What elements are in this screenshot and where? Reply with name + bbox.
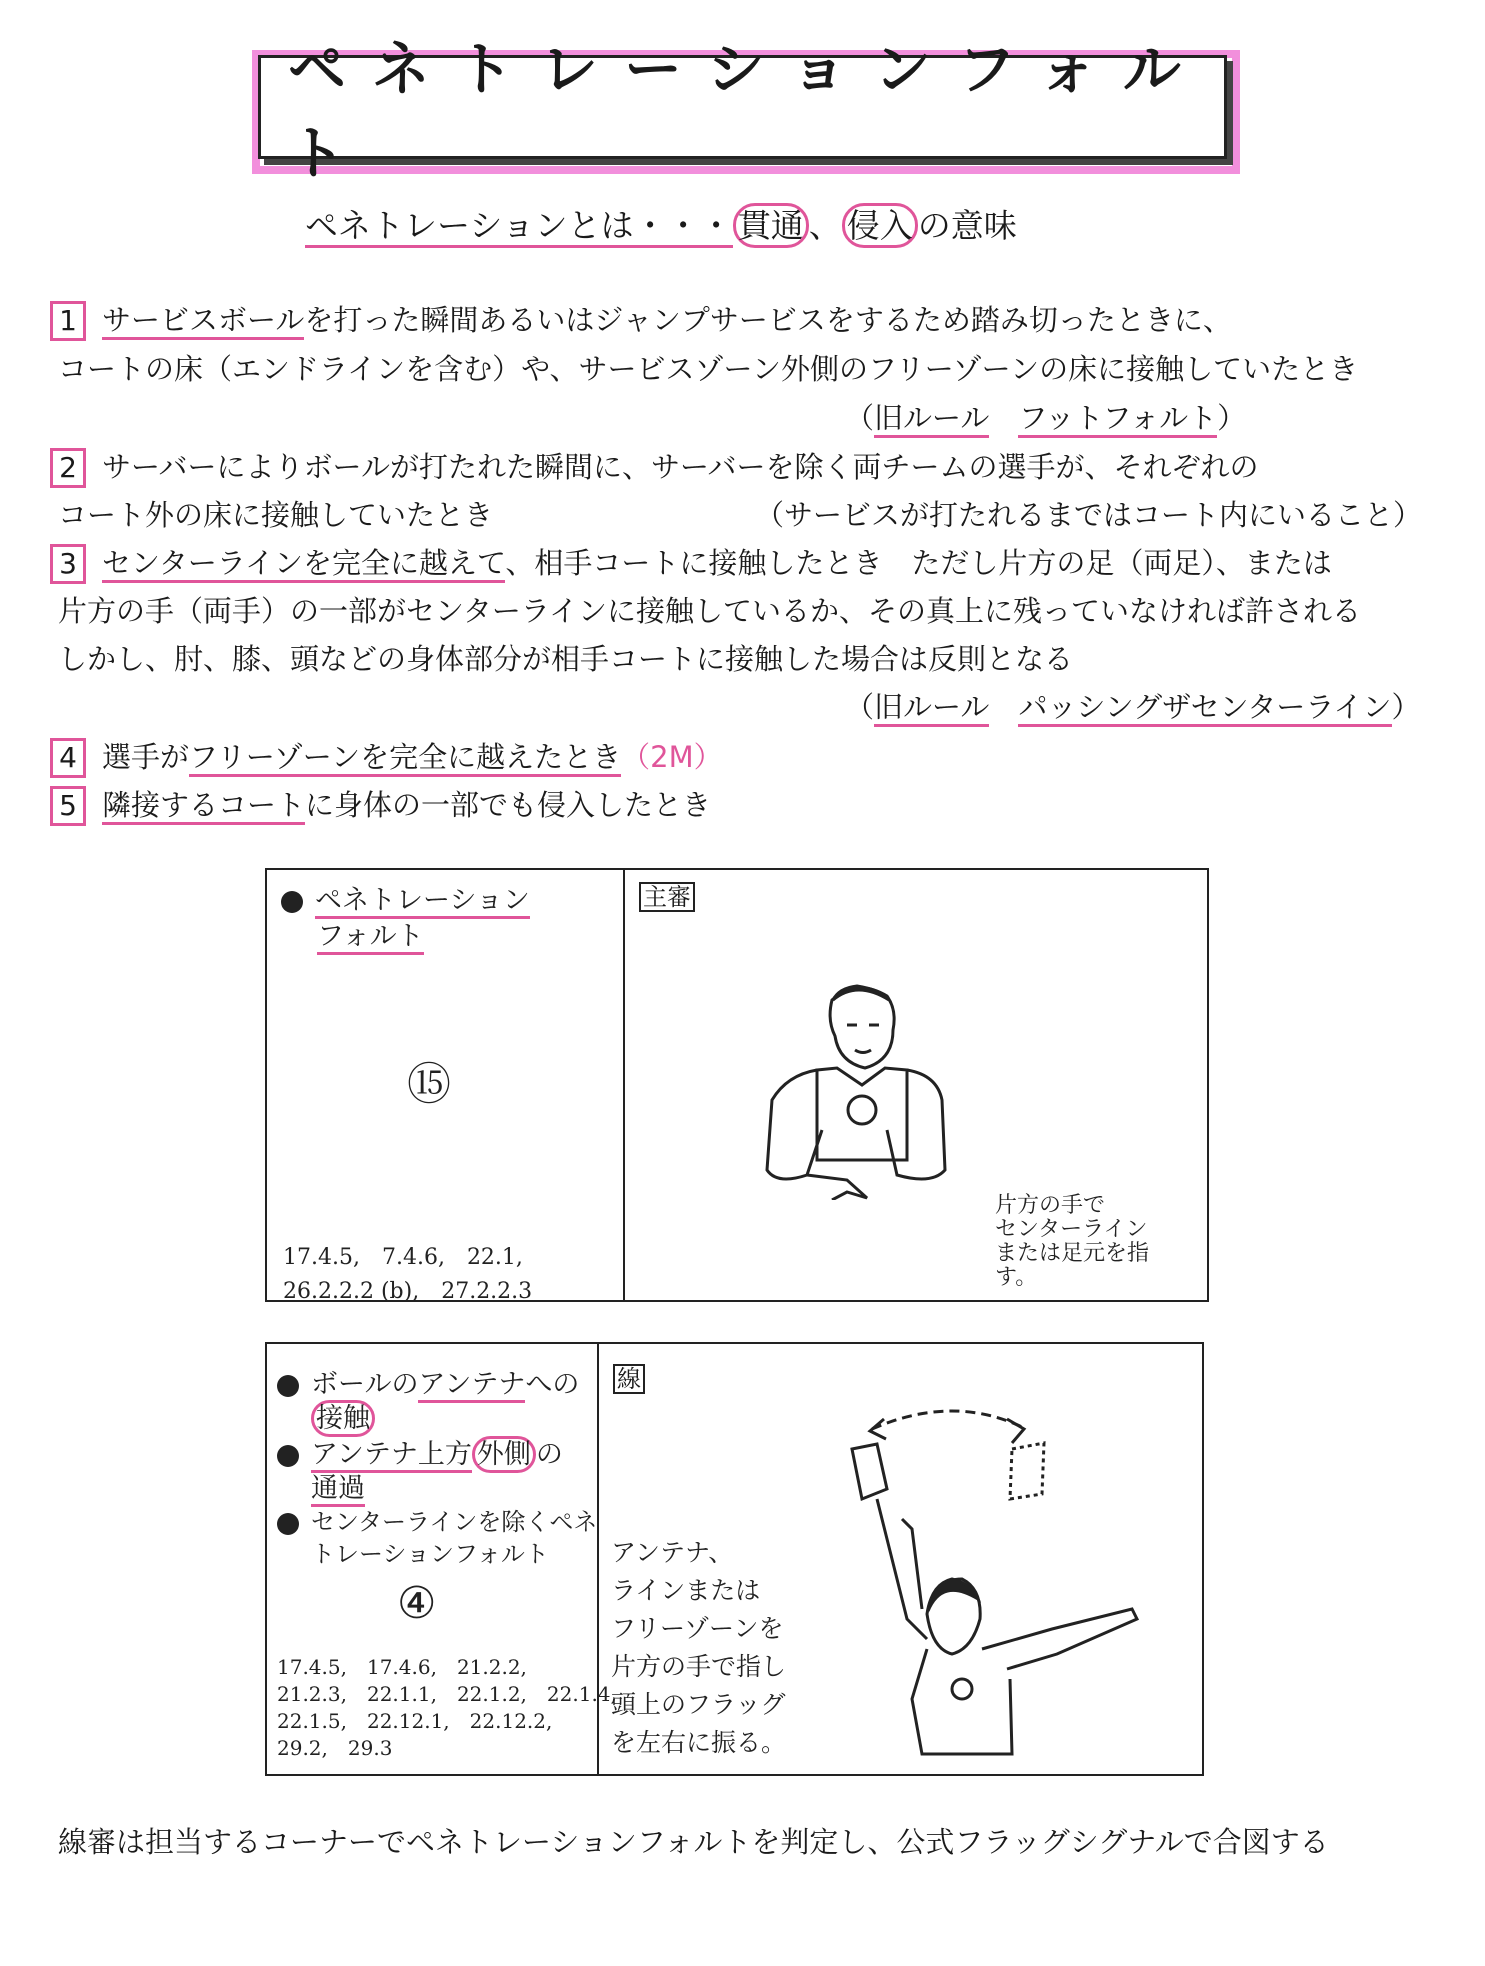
item-1-text: を打った瞬間あるいはジャンプサービスをするため踏み切ったときに、 [304,303,1232,337]
item-5-text: に身体の一部でも侵入したとき [305,788,712,822]
panel2-bullet-2-cont [311,1466,365,1505]
arrow-head-right [1007,1419,1024,1443]
signal-number: ⑮ [407,1059,451,1110]
item-4-number: 4 [50,738,86,778]
subtitle-sep: 、 [808,206,842,245]
item-4-note: （2M） [621,740,723,774]
old-rule-name: パッシングザセンターライン [1018,690,1391,727]
caption-line: 片方の手で [995,1193,1106,1218]
bullet-dot [277,1375,299,1397]
old-rule-label: 旧ルール [874,690,989,727]
item-3-line-3: しかし、肘、膝、頭などの身体部分が相手コートに接触した場合は反則となる [58,642,1074,676]
bullet-text: センターラインを除くペネ [311,1508,598,1536]
signal-panel-referee [265,868,1209,1302]
whistle [952,1679,972,1699]
caption-line: フリーゾーンを [611,1614,784,1643]
referee-figure [747,970,967,1200]
item-2-text: サーバーによりボールが打たれた瞬間に、サーバーを除く両チームの選手が、それぞれの [102,450,1259,484]
bullet-term: 接触 [311,1400,375,1437]
signal-number: ④ [397,1578,437,1629]
item-1-line-1 [50,298,1232,341]
item-4-line [50,735,723,778]
panel1-bullet-cont [317,914,424,953]
pointing-hand [807,1175,867,1200]
item-1-term: サービスボール [102,303,304,340]
head-outline [830,988,894,1068]
panel1-caption [995,1194,1149,1290]
caption-line: ラインまたは [611,1576,761,1605]
item-2-line-2a: コート外の床に接触していたとき [58,498,494,532]
rule-refs: 22.1.5, 22.12.1, 22.12.2, [277,1709,553,1733]
rule-refs: 29.2, 29.3 [277,1736,393,1760]
bullet-term: アンテナ [418,1369,525,1403]
paren-open: （ [845,690,875,724]
rule-refs: 21.2.3, 22.1.1, 22.1.2, 22.1.4, [277,1682,617,1706]
bullet-term: アンテナ上方 [311,1439,472,1473]
subtitle-word1: 貫通 [733,203,809,248]
subtitle-word2: 侵入 [842,203,918,248]
arrow-head-left [870,1419,886,1439]
paren-close: ） [1391,690,1421,724]
paren-open: （ [845,401,875,435]
bullet-term: 通過 [311,1473,365,1507]
panel2-bullet-1-cont [311,1396,375,1435]
role-label: 線 [613,1364,645,1394]
item-2-line-1 [50,445,1259,488]
panel2-bullet-3-cont: トレーションフォルト [311,1540,549,1568]
item-3-line-1 [50,541,1332,584]
flag-left [852,1444,887,1499]
torso [817,1068,907,1160]
item-5-line [50,783,711,826]
panel-divider [623,870,625,1300]
item-1-number: 1 [50,301,86,341]
item-4-text: 選手が [102,740,190,774]
subtitle-tail: の意味 [917,206,1017,245]
caption-line: アンテナ、 [611,1538,734,1567]
panel2-refs [277,1654,617,1762]
page-title: ペネトレーションフォルト [288,35,1207,187]
bullet-text: ボールの [311,1369,419,1400]
item-3-line-2: 片方の手（両手）の一部がセンターラインに接触しているか、その真上に残っていなければ許される [58,594,1361,628]
caption-line: または足元を指 [995,1241,1150,1266]
rule-refs-1: 17.4.5, 7.4.6, 22.1, [283,1245,523,1270]
pointing-arm [982,1609,1137,1669]
item-3-number: 3 [50,544,86,584]
arm-outline [902,1519,922,1609]
bullet-term: 外側 [472,1436,536,1473]
rule-refs-2: 26.2.2.2 (b), 27.2.2.3 [283,1279,533,1304]
signal-panel-line-judge [265,1342,1204,1776]
subtitle-term: ペネトレーションとは・・・ [305,206,733,248]
bullet-text: への [525,1369,580,1400]
bullet-dot [277,1513,299,1535]
panel1-bullet-text-2: フォルト [317,921,424,955]
line-judge-figure [832,1399,1152,1764]
caption-line: 頭上のフラッグ [611,1690,786,1719]
bullet-dot [277,1445,299,1467]
footer-note: 線審は担当するコーナーでペネトレーションフォルトを判定し、公式フラッグシグナルで合図する [58,1825,1329,1859]
item-5-term: 隣接するコート [102,788,305,825]
paren-close: ） [1217,401,1247,435]
caption-line: センターライン [995,1217,1148,1242]
rule-refs: 17.4.5, 17.4.6, 21.2.2, [277,1655,527,1679]
panel2-caption [611,1534,786,1762]
item-2-line-2b: （サービスが打たれるまではコート内にいること） [755,498,1423,532]
left-arm [767,1070,822,1179]
flag-right-ghost [1010,1443,1044,1499]
caption-line: を左右に振る。 [611,1728,787,1757]
bullet-text: の [535,1439,563,1470]
item-2-number: 2 [50,448,86,488]
item-1-old-rule [845,396,1246,437]
item-5-number: 5 [50,786,86,826]
caption-line: す。 [995,1265,1038,1290]
item-3-term: センターラインを完全に越えて [102,546,505,583]
item-3-text: 、相手コートに接触したとき ただし片方の足（両足）、または [505,546,1332,580]
panel1-bullet [281,878,530,917]
item-1-line-2: コートの床（エンドラインを含む）や、サービスゾーン外側のフリーゾーンの床に接触していたとき [58,352,1359,386]
item-4-term: フリーゾーンを完全に越えたとき [189,740,621,777]
caption-line: 片方の手で指し [611,1652,787,1681]
panel1-bullet-text: ペネトレーション [315,885,530,919]
old-rule-name: フットフォルト [1018,401,1217,438]
role-label: 主審 [639,882,695,912]
right-arm [887,1070,945,1179]
torso [912,1649,1012,1754]
old-rule-label: 旧ルール [874,401,989,438]
bullet-dot [281,891,303,913]
swing-arrow [872,1411,1022,1429]
item-3-old-rule [845,685,1421,726]
subtitle [305,200,1017,247]
whistle [848,1096,876,1124]
panel2-bullet-3 [277,1502,597,1537]
